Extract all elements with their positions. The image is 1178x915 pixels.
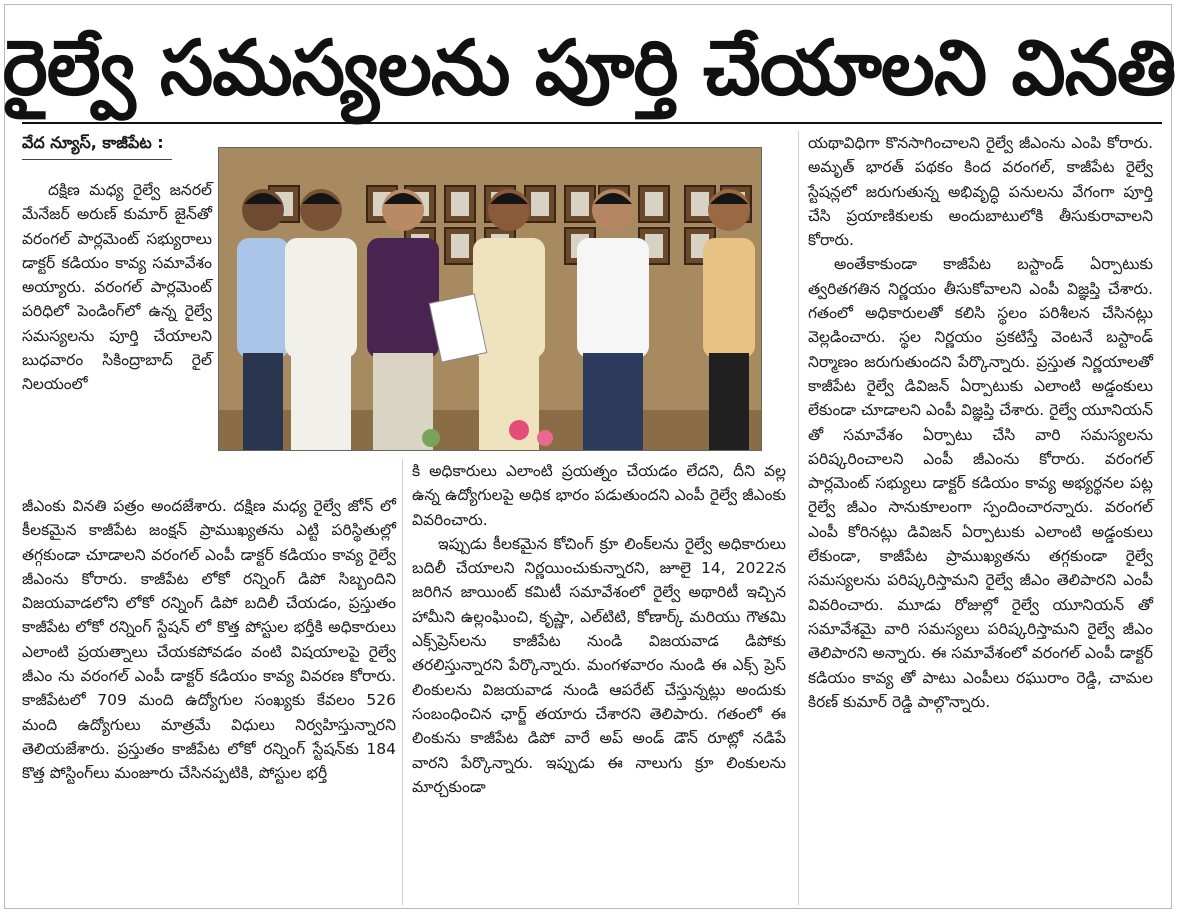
person-torso [703,238,755,358]
news-photo [218,147,762,451]
article-column-1-narrow [22,178,212,397]
person-legs [583,353,643,450]
article-paragraph: యథావిధిగా కొనసాగించాలని రైల్వే జీఎంను ఎంపి కోరారు. అమృత్ భారత్ పథకం కింద వరంగల్, కాజీపేట రైల్వే స్టేషన్లలో జరుగుతున్న అభివృద్ధి పనులను వేగంగా పూర్తి చేసి ప్రయాణికులకు అందుబాటులోకి తీసుకురావాలని కోరారు. [808,134,1153,250]
dateline: వేద న్యూస్, కాజీపేట : [22,133,164,152]
person-torso [237,238,289,358]
headline-rule [22,122,1162,124]
person-legs [243,353,283,450]
person-torso [367,238,439,358]
portrait-image [645,192,663,216]
dateline-rule [22,159,172,160]
portrait-image [531,192,549,216]
column-divider [798,131,799,905]
article-column-2 [412,459,786,799]
article-paragraph: దక్షిణ మధ్య రైల్వే జనరల్ మేనేజర్ అరుణ్ కుమార్ జైన్‌తో వరంగల్ పార్లమెంట్ సభ్యురాలు డాక్టర్ కడియం కావ్య సమావేశం అయ్యారు. వరంగల్ పార్లమెంట్ పరిధిలో పెండింగ్‌లో ఉన్న రైల్వే సమస్యలను పూర్తి చేయాలని బుధవారం సికింద్రాబాద్ రైల్ నిలయంలో [22,181,212,394]
person-legs [479,353,539,450]
article-column-3 [808,131,1153,714]
headline: రైల్వే సమస్యలను పూర్తి చేయాలని వినతి [2,23,1176,112]
flower [509,420,529,440]
portrait-image [451,192,469,216]
person-torso [285,238,357,358]
article-paragraph: కి అధికారులు ఎలాంటి ప్రయత్నం చేయడం లేదని, దీని వల్ల ఉన్న ఉద్యోగులపై అధిక భారం పడుతుందని ఎంపీ రైల్వే జీఎంకు వివరించారు. [412,462,786,529]
person-legs [709,353,749,450]
plant [422,429,440,447]
article-paragraph: జీఎంకు వినతి పత్రం అందజేశారు. దక్షిణ మధ్య రైల్వే జోన్ లో కీలకమైన కాజీపేట జంక్షన్ ప్రాముఖ్యతను ఎట్టి పరిస్థితుల్లో తగ్గకుండా చూడాలని వరంగల్ ఎంపీ డాక్టర్ కడియం కావ్య రైల్వే జీఎంను కోరారు. కాజీపేట లోకో రన్నింగ్ డిపో సిబ్బందిని విజయవాడలోని లోకో రన్నింగ్ డిపో బదిలీ చేయడం, ప్రస్తుతం కాజీపేట లోకో రన్నింగ్ స్టేషన్ లో కొత్త పోస్టుల భర్తీకి అధికారులు ఎలాంటి ప్రయత్నాలు చేయకపోవడం వంటి విషయాలపై రైల్వే జీఎం ను వరంగల్ ఎంపీ డాక్టర్ కడియం కావ్య వివరణ కోరారు. కాజీపేటలో 709 మంది ఉద్యోగుల సంఖ్యకు కేవలం 526 మంది ఉద్యోగులు మాత్రమే విధులు నిర్వహిస్తున్నారని తెలియజేశారు. ప్రస్తుతం కాజీపేట లోకో రన్నింగ్ స్టేషన్‌కు 184 కొత్త పోస్టింగ్‌లు మంజూరు చేసినప్పటికి, పోస్టుల భర్తీ [22,497,396,783]
article-column-1-wide [22,494,396,786]
meeting-photo-illustration [219,148,761,450]
portrait-image [451,234,469,258]
column-divider [402,459,403,905]
article-paragraph: అంతేకాకుండా కాజీపేట బస్టాండ్ ఏర్పాటుకు త్వరితగతిన నిర్ణయం తీసుకోవాలని ఎంపీ విజ్ఞప్తి చేశారు. గతంలో అధికారులతో కలిసి స్థలం పరిశీలన చేసినట్లు వెల్లడించారు. స్థల నిర్ణయం ప్రకటిస్తే వెంటనే బస్టాండ్ నిర్మాణం జరుగుతుందని పేర్కొన్నారు. ప్రస్తుత నిర్ణయాలతో కాజీపేట రైల్వే డివిజన్ ఏర్పాటుకు ఎలాంటి అడ్డంకులు లేకుండా చూడాలని ఎంపీ విజ్ఞప్తి చేశారు. రైల్వే యూనియన్ తో సమావేశం ఏర్పాటు చేసి వారి సమస్యలను పరిష్కరించాలని ఎంపీ జీఎంను కోరారు. వరంగల్ పార్లమెంట్ సభ్యులు డాక్టర్ కడియం కావ్య అభ్యర్థనల పట్ల రైల్వే జీఎం సానుకూలంగా స్పందించారన్నారు. వరంగల్ ఎంపీ కోరినట్లు డివిజన్ ఏర్పాటుకు ఎలాంటి అడ్డంకులు లేకుండా, కాజీపేట ప్రాముఖ్యతను తగ్గకుండా రైల్వే సమస్యలను పరిష్కరిస్తామని రైల్వే జీఎం తెలిపారని ఎంపీ వివరించారు. మూడు రోజుల్లో రైల్వే యూనియన్ తో సమావేశమై వారి సమస్యలు పరిష్కరిస్తామని రైల్వే జీఎం తెలిపారని అన్నారు. ఈ సమావేశంలో వరంగల్ ఎంపీ డాక్టర్ కడియం కావ్య తో పాటు ఎంపీలు రఘురాం రెడ్డి, చామల కిరణ్ కుమార్ రెడ్డి పాల్గొన్నారు. [808,255,1153,711]
flower [537,430,553,446]
person-legs [291,353,351,450]
portrait-image [691,192,709,216]
article-paragraph: ఇప్పుడు కీలకమైన కోచింగ్ క్రూ లింక్‌లను రైల్వే అధికారులు బదిలీ చేయాలని నిర్ణయించుకున్నారని, జూలై 14, 2022న జరిగిన జాయింట్ కమిటీ సమావేశంలో రైల్వే అథారిటీ ఇచ్చిన హామీని ఉల్లంఘించి, కృష్ణా, ఎల్‌టిటి, కోణార్క్ మరియు గౌతమి ఎక్స్‌ప్రెస్‌లను కాజీపేట నుండి విజయవాడ డిపోకు తరలిస్తున్నారని పేర్కొన్నారు. మంగళవారం నుండి ఈ ఎక్స్ ప్రెస్ లింకులను విజయవాడ నుండి ఆపరేట్ చేస్తున్నట్లు అందుకు సంబంధించిన ఛార్జ్ తయారు చేశారని తెలిపారు. గతంలో ఈ లింకును కాజీపేట డిపో వారే అప్ అండ్ డౌన్ రూట్లో నడిపే వారని పేర్కొన్నారు. ఇప్పుడు ఈ నాలుగు క్రూ లింకులను మార్చకుండా [412,534,786,796]
person-torso [577,238,649,358]
portrait-image [571,192,589,216]
